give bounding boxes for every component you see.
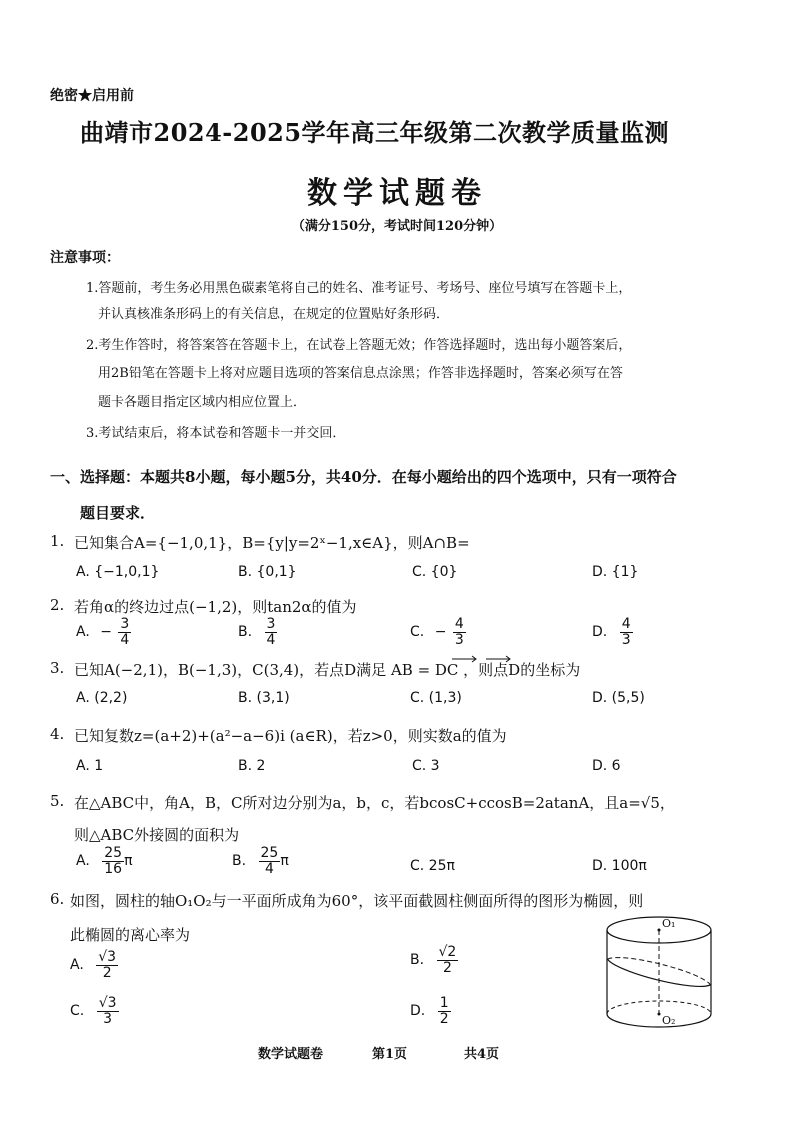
- note-2-line-3: 题卡各题目指定区域内相应位置上．: [98, 395, 307, 410]
- o2-label: O₂: [662, 1014, 676, 1027]
- q1-option-a: A. {−1,0,1}: [76, 564, 160, 580]
- q2-option-c: [410, 617, 466, 647]
- q2-c-label: C.: [410, 624, 425, 641]
- q5-stem-line-1: 在△ABC中，角A，B，C所对边分别为a，b，c，若bcosC+ccosB=2atanA，且a=√5，: [74, 794, 675, 812]
- secret-tag: 绝密★启用前: [50, 88, 134, 104]
- section-1-heading-line-2: 题目要求．: [80, 504, 156, 522]
- q2-a-fraction: $\frac{3}{4}$: [120, 616, 130, 648]
- q2-d-fraction: $\frac{4}{3}$: [621, 616, 631, 648]
- q5-b-label: B.: [232, 853, 247, 870]
- q2-a-label: A.: [76, 624, 90, 641]
- q6-stem-line-2: 此椭圆的离心率为: [70, 926, 191, 944]
- q3-stem: 已知A(−2,1)，B(−1,3)，C(3,4)，若点D满足 AB = DC ，则点D的坐标为: [74, 661, 581, 679]
- q5-a-fraction: $\frac{25}{16}$: [104, 845, 123, 877]
- q6-option-a: [70, 950, 118, 980]
- cylinder-bottom-front: [607, 1014, 711, 1027]
- q6-stem-line-1: 如图，圆柱的轴O₁O₂与一平面所成角为60°，该平面截圆柱侧面所得的图形为椭圆，则: [70, 892, 644, 910]
- q4-option-d: D. 6: [592, 758, 621, 774]
- q2-b-fraction: $\frac{3}{4}$: [266, 616, 276, 648]
- footer-page: 第1页: [372, 1047, 408, 1062]
- cylinder-figure: [600, 908, 720, 1034]
- q5-option-d: D. 100π: [592, 858, 647, 874]
- q6-option-d: [410, 996, 451, 1026]
- footer-total: 共4页: [464, 1047, 500, 1062]
- q2-a-sign: −: [100, 624, 112, 641]
- q2-b-label: B.: [238, 624, 253, 641]
- q5-a-label: A.: [76, 853, 90, 870]
- q1-number: 1.: [50, 532, 65, 550]
- q6-a-label: A.: [70, 957, 84, 974]
- q6-b-label: B.: [410, 952, 425, 969]
- q4-option-b: B. 2: [238, 758, 266, 774]
- q5-option-c: C. 25π: [410, 858, 455, 874]
- main-title: 曲靖市2024-2025学年高三年级第二次教学质量监测: [80, 118, 670, 147]
- q2-option-d: [592, 617, 633, 647]
- q6-c-fraction: $\frac{√3}{3}$: [98, 995, 117, 1027]
- q5-a-pi: π: [124, 853, 133, 870]
- q2-stem: 若角α的终边过点(−1,2)，则tan2α的值为: [74, 598, 357, 616]
- q3-option-d: D. (5,5): [592, 690, 645, 706]
- q3-option-b: B. (3,1): [238, 690, 290, 706]
- q5-b-fraction: $\frac{25}{4}$: [260, 845, 279, 877]
- q5-option-a: [76, 846, 133, 876]
- vector-arrows: [450, 655, 514, 663]
- note-1-line-1: 1.答题前，考生务必用黑色碳素笔将自己的姓名、准考证号、考场号、座位号填写在答题卡上，: [86, 281, 632, 296]
- footer-subject: 数学试题卷: [258, 1047, 324, 1062]
- q6-b-fraction: $\frac{√2}{2}$: [438, 944, 457, 976]
- note-2-line-1: 2.考生作答时，将答案答在答题卡上，在试卷上答题无效；作答选择题时，选出每小题答案后，: [86, 338, 632, 353]
- q2-option-a: [76, 617, 131, 647]
- q3-number: 3.: [50, 659, 65, 677]
- q5-b-pi: π: [280, 853, 289, 870]
- q1-stem: 已知集合A={−1,0,1}，B={y|y=2ˣ−1,x∈A}，则A∩B=: [74, 534, 470, 552]
- q6-option-b: [410, 945, 458, 975]
- q6-c-label: C.: [70, 1003, 85, 1020]
- note-1-line-2: 并认真核准条形码上的有关信息，在规定的位置贴好条形码．: [98, 307, 450, 322]
- q5-number: 5.: [50, 792, 65, 810]
- q6-option-c: [70, 996, 119, 1026]
- q3-option-c: C. (1,3): [410, 690, 462, 706]
- q1-option-d: D. {1}: [592, 564, 639, 580]
- subtitle: （满分150分，考试时间120分钟）: [291, 219, 503, 234]
- notes-heading: 注意事项：: [50, 250, 120, 266]
- q5-option-b: [232, 846, 289, 876]
- q6-d-fraction: $\frac{1}{2}$: [439, 995, 449, 1027]
- q2-number: 2.: [50, 596, 65, 614]
- q2-c-fraction: $\frac{4}{3}$: [454, 616, 464, 648]
- subject-title: 数学试题卷: [307, 176, 487, 211]
- q1-option-b: B. {0,1}: [238, 564, 297, 580]
- q4-stem: 已知复数z=(a+2)+(a²−a−6)i (a∈R)，若z>0，则实数a的值为: [74, 727, 507, 745]
- q4-option-a: A. 1: [76, 758, 104, 774]
- q4-number: 4.: [50, 725, 65, 743]
- o1-label: O₁: [662, 917, 676, 930]
- section-1-heading-line-1: 一、选择题：本题共8小题，每小题5分，共40分．在每小题给出的四个选项中，只有一项符合: [50, 468, 677, 486]
- q6-number: 6.: [50, 890, 65, 908]
- q3-option-a: A. (2,2): [76, 690, 128, 706]
- q1-option-c: C. {0}: [412, 564, 458, 580]
- q4-option-c: C. 3: [412, 758, 440, 774]
- note-3: 3.考试结束后，将本试卷和答题卡一并交回．: [86, 426, 346, 441]
- q2-c-sign: −: [434, 624, 447, 641]
- q5-stem-line-2: 则△ABC外接圆的面积为: [74, 826, 240, 844]
- q2-d-label: D.: [592, 624, 608, 641]
- note-2-line-2: 用2B铅笔在答题卡上将对应题目选项的答案信息点涂黑；作答非选择题时，答案必须写在答: [98, 366, 623, 381]
- q2-option-b: [238, 617, 277, 647]
- q6-d-label: D.: [410, 1003, 426, 1020]
- q6-a-fraction: $\frac{√3}{2}$: [98, 949, 117, 981]
